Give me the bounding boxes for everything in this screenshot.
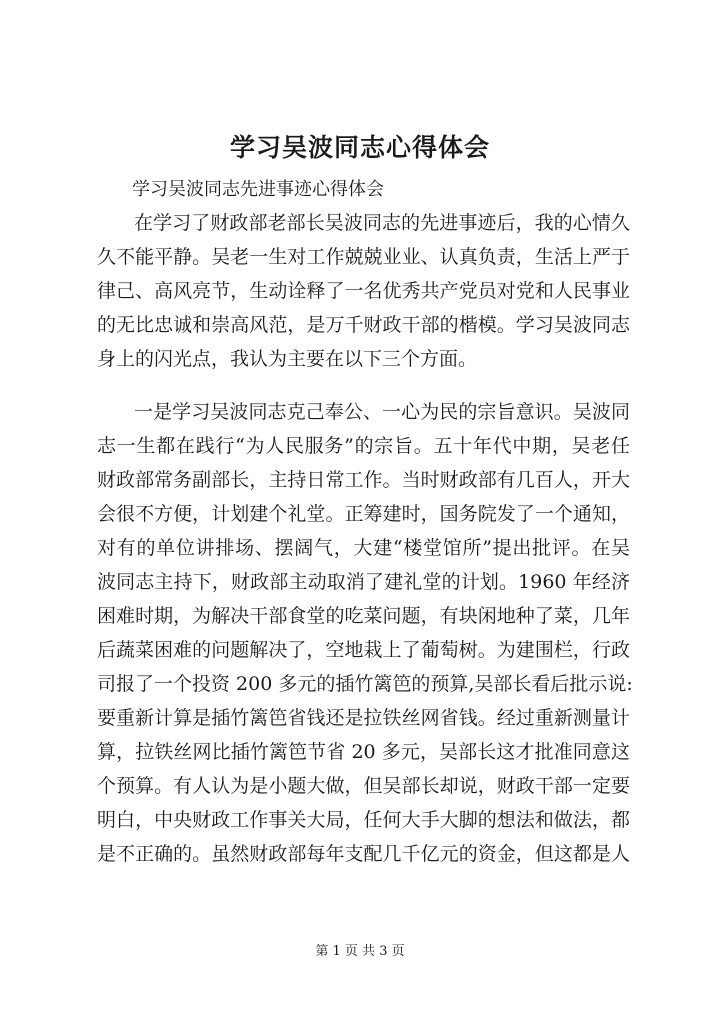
paragraph-line: 的无比忠诚和崇高风范，是万千财政干部的楷模。学习吴波同志 xyxy=(97,314,630,336)
paragraph-line: 算，拉铁丝网比插竹篱笆节省 20 多元，吴部长这才批准同意这 xyxy=(97,741,630,763)
document-subtitle: 学习吴波同志先进事迹心得体会 xyxy=(132,179,384,200)
paragraph-line: 要重新计算是插竹篱笆省钱还是拉铁丝网省钱。经过重新测量计 xyxy=(97,707,630,729)
paragraph-line: 明白，中央财政工作事关大局，任何大手大脚的想法和做法，都 xyxy=(97,809,630,831)
paragraph-line: 一是学习吴波同志克己奉公、一心为民的宗旨意识。吴波同 xyxy=(134,401,630,423)
paragraph-line: 后蔬菜困难的问题解决了，空地栽上了葡萄树。为建围栏，行政 xyxy=(97,639,630,661)
paragraph-line: 财政部常务副部长，主持日常工作。当时财政部有几百人，开大 xyxy=(97,469,630,491)
paragraph-line: 身上的闪光点，我认为主要在以下三个方面。 xyxy=(97,348,478,370)
paragraph-line: 是不正确的。虽然财政部每年支配几千亿元的资金，但这都是人 xyxy=(97,843,630,865)
paragraph-intro xyxy=(97,206,630,376)
paragraph-line: 司报了一个投资 200 多元的插竹篱笆的预算,吴部长看后批示说: xyxy=(97,673,633,695)
paragraph-line: 对有的单位讲排场、摆阔气，大建“楼堂馆所”提出批评。在吴 xyxy=(97,537,630,559)
document-title: 学习吴波同志心得体会 xyxy=(229,133,490,162)
paragraph-line: 久不能平静。吴老一生对工作兢兢业业、认真负责，生活上严于 xyxy=(97,246,630,268)
paragraph-line: 在学习了财政部老部长吴波同志的先进事迹后，我的心情久 xyxy=(134,212,630,234)
paragraph-line: 困难时期，为解决干部食堂的吃菜问题，有块闲地种了菜，几年 xyxy=(97,605,630,627)
paragraph-line: 志一生都在践行“为人民服务”的宗旨。五十年代中期，吴老任 xyxy=(97,435,630,457)
paragraph-point-one xyxy=(97,395,633,871)
paragraph-line: 波同志主持下，财政部主动取消了建礼堂的计划。1960 年经济 xyxy=(97,571,630,593)
paragraph-line: 会很不方便，计划建个礼堂。正筹建时，国务院发了一个通知， xyxy=(97,503,630,525)
paragraph-line: 个预算。有人认为是小题大做，但吴部长却说，财政干部一定要 xyxy=(97,775,630,797)
paragraph-line: 律己、高风亮节，生动诠释了一名优秀共产党员对党和人民事业 xyxy=(97,280,630,302)
page-number-footer: 第 1 页 共 3 页 xyxy=(315,944,405,959)
